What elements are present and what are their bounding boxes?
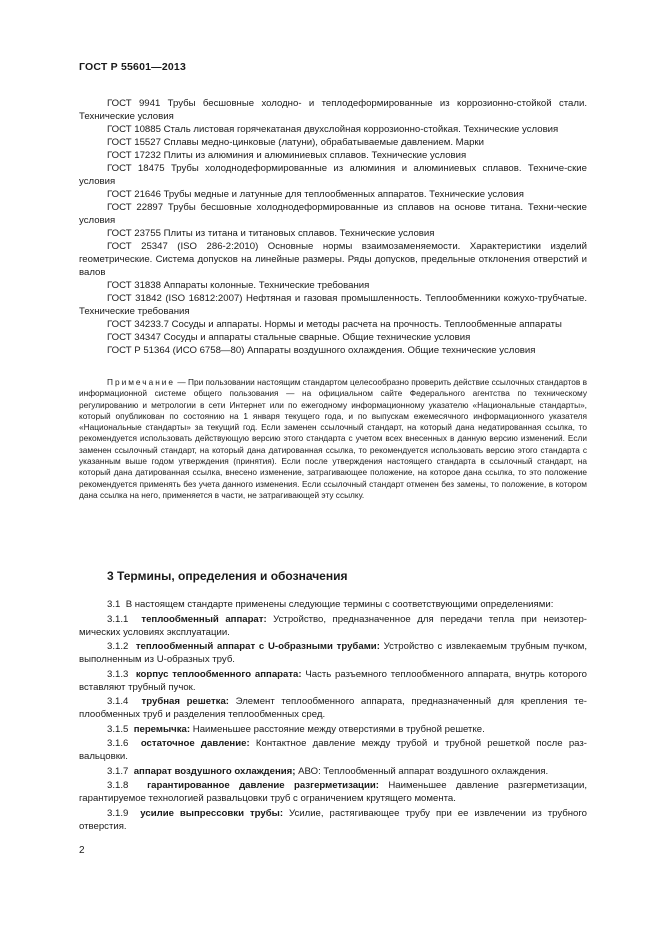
reference-item: ГОСТ 23755 Плиты из титана и титановых сплавов. Технические условия [107, 228, 435, 239]
reference-item: ГОСТ 25347 (ISO 286-2:2010) Основные нормы взаимозаменяемости. Характеристики изделий геометрические. Система допусков на линейные размеры. Ряды допусков, предельные отклонения отверстий и валов [79, 241, 587, 278]
reference-item: ГОСТ 21646 Трубы медные и латунные для теплообменных аппаратов. Технические условия [107, 189, 524, 200]
note-label: Примечание [107, 377, 176, 387]
term-name: остаточное давление: [140, 738, 250, 749]
term-item [79, 779, 587, 805]
reference-item: ГОСТ 15527 Сплавы медно-цинковые (латуни), обрабатываемые давлением. Марки [107, 137, 484, 148]
term-number: 3.1.3 [107, 668, 129, 680]
term-item [79, 613, 587, 639]
term-number: 3.1.2 [107, 641, 129, 652]
term-item [79, 640, 587, 666]
term-number: 3.1.4 [107, 696, 129, 707]
term-number: 3.1.1 [107, 613, 129, 625]
term-definition: В настоящем стандарте применены следующие термины с соответствующими определениями: [125, 599, 554, 610]
term-definition: Устройство с извлекаемым трубным пучком, выполненным из U-образных труб. [79, 641, 587, 665]
reference-item: ГОСТ 34347 Сосуды и аппараты стальные сварные. Общие технические условия [107, 332, 471, 343]
document-header: ГОСТ Р 55601—2013 [79, 61, 187, 73]
term-definition: Устройство, предназначенное для передачи тепла при неизотер-мических условиях эксплуатации. [79, 613, 587, 638]
term-definition: АВО: Теплообменный аппарат воздушного охлаждения. [295, 765, 549, 777]
reference-item: ГОСТ 17232 Плиты из алюминия и алюминиевых сплавов. Технические условия [107, 150, 467, 161]
term-item [79, 807, 587, 833]
term-name: перемычка: [133, 723, 191, 735]
term-name: трубная решетка: [141, 696, 230, 707]
reference-item: ГОСТ Р 51364 (ИСО 6758—80) Аппараты воздушного охлаждения. Общие технические условия [107, 345, 536, 356]
term-item [79, 765, 587, 778]
reference-item: ГОСТ 31842 (ISO 16812:2007) Нефтяная и газовая промышленность. Теплообменники кожухо-трубчатые. Технические требования [79, 293, 587, 317]
term-definition: Наименьшее расстояние между отверстиями в трубной решетке. [190, 723, 485, 735]
term-number: 3.1.7 [107, 765, 129, 777]
page-number: 2 [79, 845, 85, 856]
term-item [79, 598, 587, 611]
term-definition: Усилие, растягивающее трубу при ее извлечении из трубного отверстия. [79, 807, 587, 832]
term-number: 3.1.5 [107, 723, 129, 735]
term-name: усилие выпрессовки трубы: [140, 807, 284, 819]
reference-item: ГОСТ 18475 Трубы холоднодеформированные из алюминия и алюминиевых сплавов. Техниче-ские условия [79, 163, 587, 187]
term-item [79, 668, 587, 694]
reference-item: ГОСТ 10885 Сталь листовая горячекатаная двухслойная коррозионно-стойкая. Технические условия [107, 124, 559, 135]
terms-list [79, 598, 587, 834]
note-text: — При пользовании настоящим стандартом целесообразно проверить действие ссылочных стандартов в информационной системе общего пользования — на официальном сайте Федерального агентства по техническому регулированию и метрологии в сети Интернет или по ежегодному информационному указателю «Национальные стандарты», который опубликован по состоянию на 1 января текущего года, и по выпускам ежемесячного информационного указателя «Национальные стандарты» за текущий год. Если заменен ссылочный стандарт, на который дана недатированная ссылка, то рекомендуется использовать действующую версию этого стандарта с учетом всех внесенных в данную версию изменений. Если заменен ссылочный стандарт, на который дана датированная ссылка, то рекомендуется использовать версию этого стандарта с указанным выше годом утверждения (принятия). Если после утверждения настоящего стандарта в ссылочный стандарт, на который дана датированная ссылка, внесено изменение, затрагивающее положение, на которое дана ссылка, то это положение рекомендуется применять без учета данного изменения. Если ссылочный стандарт отменен без замены, то положение, в котором дана ссылка на него, применяется в части, не затрагивающей эту ссылку. [79, 377, 587, 500]
reference-item: ГОСТ 22897 Трубы бесшовные холоднодеформированные из сплавов на основе титана. Техни-ческие условия [79, 202, 587, 226]
term-name: аппарат воздушного охлаждения; [133, 765, 296, 777]
section-title: 3 Термины, определения и обозначения [107, 569, 348, 583]
reference-item: ГОСТ 9941 Трубы бесшовные холодно- и теплодеформированные из коррозионно-стойкой стали. Технические условия [79, 98, 587, 122]
reference-item: ГОСТ 34233.7 Сосуды и аппараты. Нормы и методы расчета на прочность. Теплообменные аппараты [107, 319, 562, 330]
term-definition: Наименьшее давление разгерметизации, гарантируемое технологией развальцовки труб с ограничением крутящего момента. [79, 780, 587, 804]
term-definition: Часть разъемного теплообменного аппарата, внутрь которого вставляют трубный пучок. [79, 668, 587, 693]
term-definition: Элемент теплообменного аппарата, предназначенный для крепления те-плообменных труб и разделения теплообменных сред. [79, 696, 587, 720]
term-name: теплообменный аппарат: [141, 613, 267, 625]
term-item [79, 695, 587, 721]
term-number: 3.1.8 [107, 780, 129, 791]
term-number: 3.1 [107, 599, 121, 610]
reference-item: ГОСТ 31838 Аппараты колонные. Технические требования [107, 280, 370, 291]
term-item [79, 737, 587, 763]
term-number: 3.1.6 [107, 738, 129, 749]
term-item [79, 723, 587, 736]
normative-references [79, 97, 587, 357]
term-definition: Контактное давление между трубой и трубной решеткой после раз-вальцовки. [79, 738, 587, 762]
term-name: гарантированное давление разгерметизации: [147, 780, 379, 791]
term-name: теплообменный аппарат с U-образными трубами: [135, 641, 380, 652]
references-note [79, 377, 587, 501]
term-number: 3.1.9 [107, 807, 129, 819]
term-name: корпус теплообменного аппарата: [135, 668, 302, 680]
